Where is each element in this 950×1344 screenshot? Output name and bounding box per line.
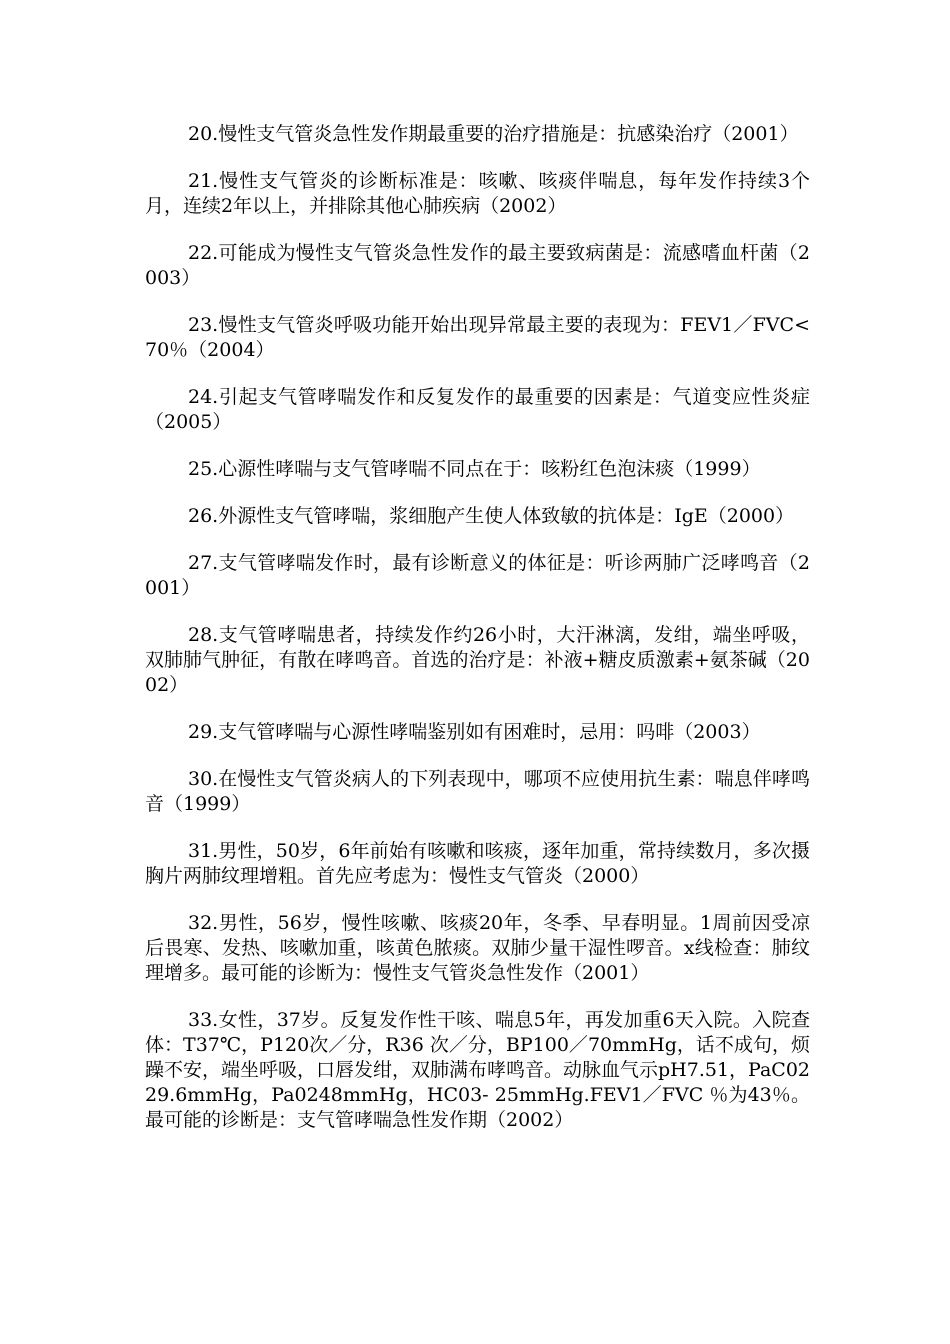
question-item-20: 20.慢性支气管炎急性发作期最重要的治疗措施是：抗感染治疗（2001）: [188, 123, 799, 145]
question-item-23: 23.慢性支气管炎呼吸功能开始出现异常最主要的表现为：FEV1／FVC<70％（2004）: [145, 314, 810, 361]
question-item-21: 21.慢性支气管炎的诊断标准是：咳嗽、咳痰伴喘息，每年发作持续3个月，连续2年以上，并排除其他心肺疾病（2002）: [145, 170, 810, 217]
question-item-22: 22.可能成为慢性支气管炎急性发作的最主要致病菌是：流感嗜血杆菌（2003）: [145, 242, 810, 289]
question-item-33: 33.女性，37岁。反复发作性干咳、喘息5年，再发加重6天入院。入院查体：T37℃，P120次／分，R36 次／分，BP100／70mmHg，话不成句，烦躁不安，端坐呼吸，口唇发绀，双肺满布哮鸣音。动脉血气示pH7.51，PaC0229.6mmHg，Pa0248mmHg，HC03- 25mmHg.FEV1／FVC ％为43％。最可能的诊断是：支气管哮喘急性发作期（2002）: [145, 1009, 811, 1131]
question-item-31: 31.男性，50岁，6年前始有咳嗽和咳痰，逐年加重，常持续数月，多次摄胸片两肺纹理增粗。首先应考虑为：慢性支气管炎（2000）: [145, 840, 810, 887]
question-item-29: 29.支气管哮喘与心源性哮喘鉴别如有困难时，忌用：吗啡（2003）: [188, 721, 761, 743]
question-item-28: 28.支气管哮喘患者，持续发作约26小时，大汗淋漓，发绀，端坐呼吸，双肺肺气肿征，有散在哮鸣音。首选的治疗是：补液+糖皮质激素+氨茶碱（2002）: [145, 624, 810, 696]
question-item-27: 27.支气管哮喘发作时，最有诊断意义的体征是：听诊两肺广泛哮鸣音（2001）: [145, 552, 810, 599]
document-body: [145, 122, 810, 1155]
question-item-26: 26.外源性支气管哮喘，浆细胞产生使人体致敏的抗体是：IgE（2000）: [188, 505, 795, 527]
question-item-32: 32.男性，56岁，慢性咳嗽、咳痰20年，冬季、早春明显。1周前因受凉后畏寒、发热、咳嗽加重，咳黄色脓痰。双肺少量干湿性啰音。x线检查：肺纹理增多。最可能的诊断为：慢性支气管炎急性发作（2001）: [145, 912, 810, 984]
question-item-24: 24.引起支气管哮喘发作和反复发作的最重要的因素是：气道变应性炎症（2005）: [145, 386, 810, 433]
question-item-30: 30.在慢性支气管炎病人的下列表现中，哪项不应使用抗生素：喘息伴哮鸣音（1999）: [145, 768, 810, 815]
question-item-25: 25.心源性哮喘与支气管哮喘不同点在于：咳粉红色泡沫痰（1999）: [188, 458, 761, 480]
